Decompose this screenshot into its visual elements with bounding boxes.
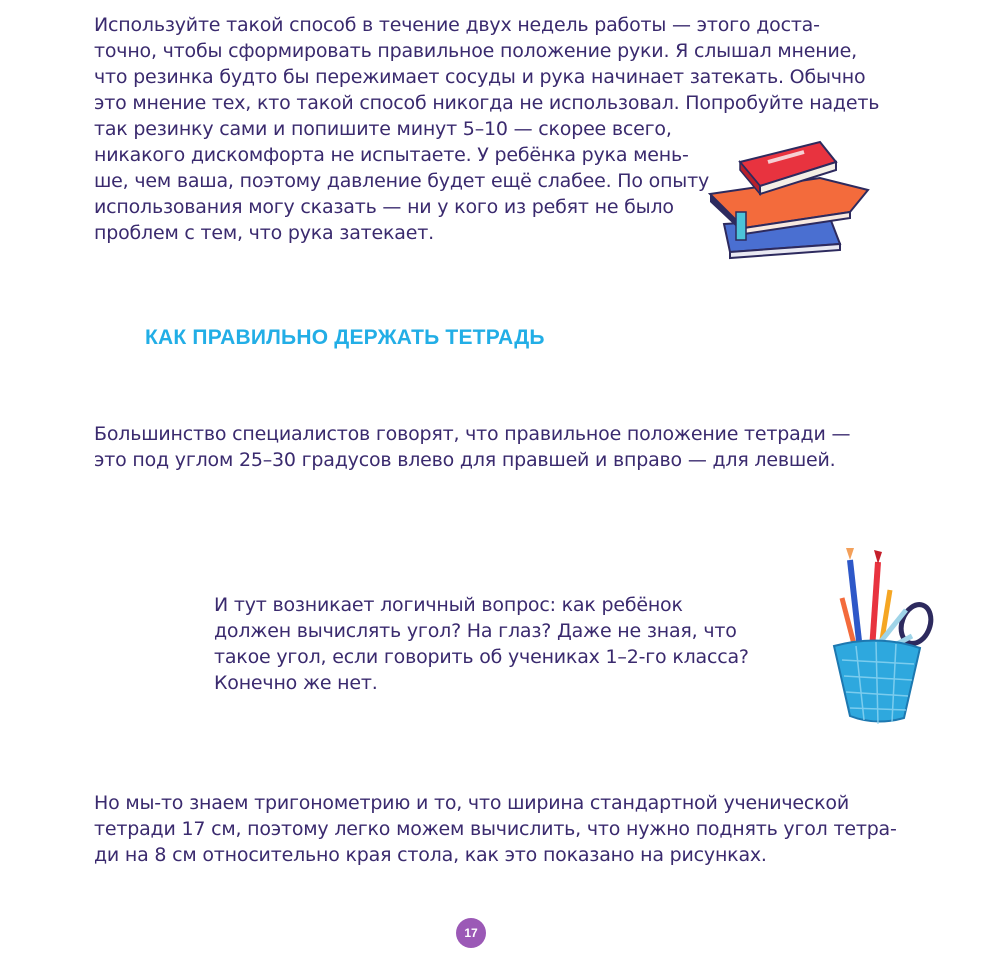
- page-number-badge: 17: [456, 918, 486, 948]
- text-line: это под углом 25–30 градусов влево для правшей и вправо — для левшей.: [94, 449, 836, 471]
- text-line: Конечно же нет.: [214, 672, 378, 694]
- paragraph-3: [214, 592, 749, 696]
- text-line: Большинство специалистов говорят, что правильное положение тетради —: [94, 423, 851, 445]
- text-line: Но мы-то знаем тригонометрию и то, что ширина стандартной ученической: [94, 792, 849, 814]
- text-line: должен вычислять угол? На глаз? Даже не зная, что: [214, 620, 737, 642]
- text-line: Используйте такой способ в течение двух недель работы — этого доста-: [94, 14, 820, 36]
- text-line: точно, чтобы сформировать правильное положение руки. Я слышал мнение,: [94, 40, 857, 62]
- paragraph-1: [94, 12, 880, 116]
- text-line: ше, чем ваша, поэтому давление будет ещё слабее. По опыту: [94, 170, 710, 192]
- paragraph-1-continued: [94, 116, 710, 246]
- paragraph-4: [94, 790, 897, 868]
- pencil-cup-icon: [820, 540, 940, 725]
- books-stack-icon: [700, 132, 880, 262]
- text-line: ди на 8 см относительно края стола, как это показано на рисунках.: [94, 844, 767, 866]
- text-line: это мнение тех, кто такой способ никогда не использовал. Попробуйте надеть: [94, 92, 880, 114]
- section-heading: КАК ПРАВИЛЬНО ДЕРЖАТЬ ТЕТРАДЬ: [145, 326, 545, 349]
- text-line: использования могу сказать — ни у кого из ребят не было: [94, 196, 674, 218]
- text-line: такое угол, если говорить об учениках 1–2-го класса?: [214, 646, 749, 668]
- text-line: И тут возникает логичный вопрос: как ребёнок: [214, 594, 683, 616]
- text-line: тетради 17 см, поэтому легко можем вычислить, что нужно поднять угол тетра-: [94, 818, 897, 840]
- text-line: так резинку сами и попишите минут 5–10 — скорее всего,: [94, 118, 672, 140]
- text-line: что резинка будто бы пережимает сосуды и рука начинает затекать. Обычно: [94, 66, 866, 88]
- paragraph-2: [94, 421, 852, 473]
- text-line: никакого дискомфорта не испытаете. У ребёнка рука мень-: [94, 144, 689, 166]
- text-line: проблем с тем, что рука затекает.: [94, 222, 434, 244]
